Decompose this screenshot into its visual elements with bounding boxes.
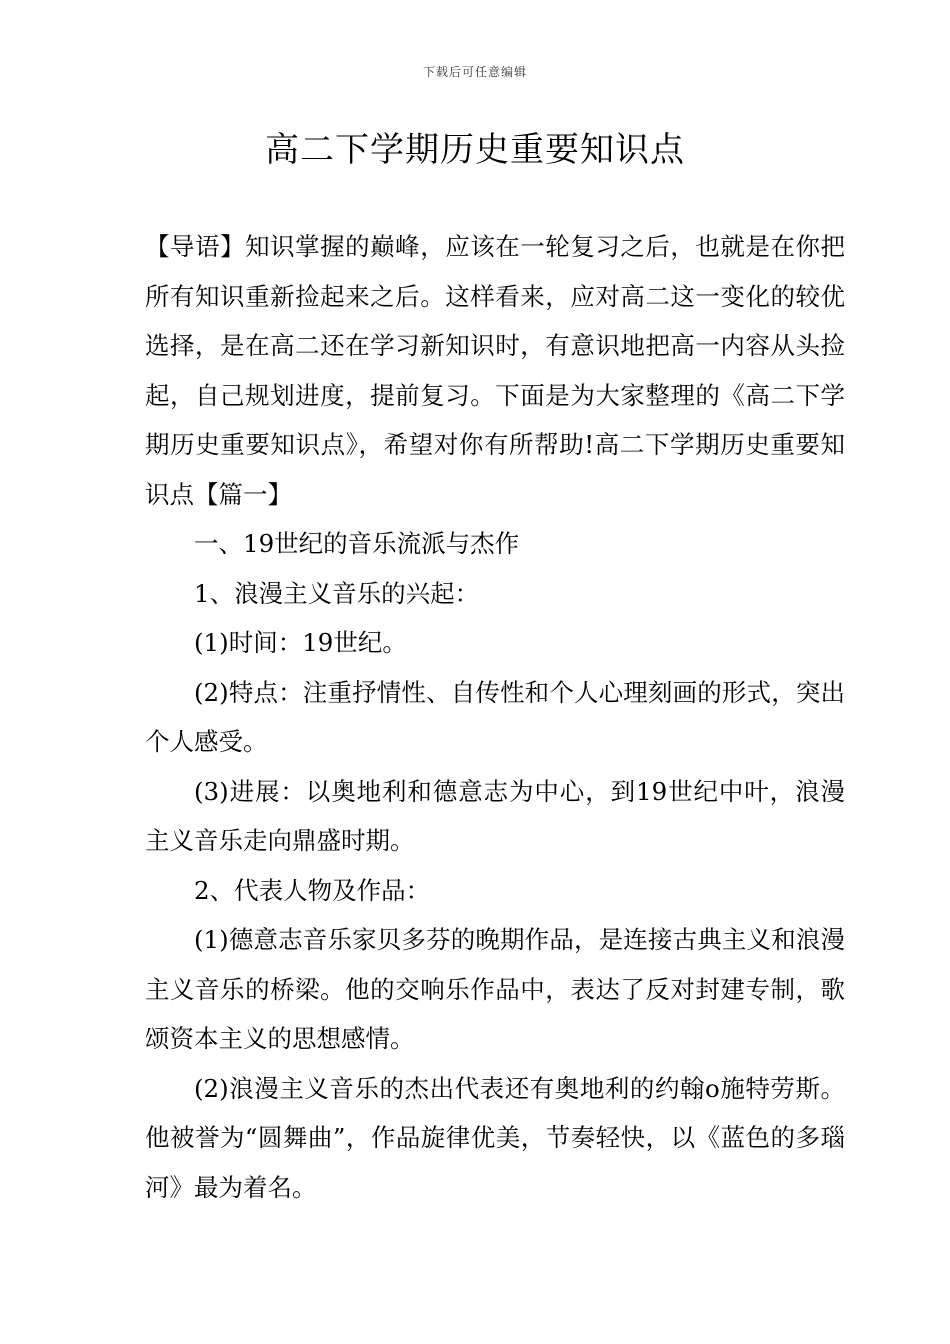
list-item: (3)进展：以奥地利和德意志为中心，到19世纪中叶，浪漫主义音乐走向鼎盛时期。 [145,776,845,855]
intro-paragraph: 【导语】知识掌握的巅峰，应该在一轮复习之后，也就是在你把所有知识重新捡起来之后。这样看来，应对高二这一变化的较优选择，是在高二还在学习新知识时，有意识地把高一内容从头捡起，自己规划进度，提前复习。下面是为大家整理的《高二下学期历史重要知识点》，希望对你有所帮助!高二下学期历史重要知识点【篇一】 [145,232,845,509]
page-header-note: 下载后可任意编辑 [422,65,527,79]
section-heading: 一、19世纪的音乐流派与杰作 [194,529,520,558]
list-item: (1)德意志音乐家贝多芬的晚期作品，是连接古典主义和浪漫主义音乐的桥梁。他的交响乐作品中，表达了反对封建专制，歌颂资本主义的思想感情。 [145,925,845,1053]
document-title: 高二下学期历史重要知识点 [265,130,685,170]
document-body [145,222,845,1212]
list-item: (2)特点：注重抒情性、自传性和个人心理刻画的形式，突出个人感受。 [145,677,845,756]
subsection-heading: 1、浪漫主义音乐的兴起： [194,578,480,608]
list-item: (2)浪漫主义音乐的杰出代表还有奥地利的约翰ο施特劳斯。他被誉为“圆舞曲”，作品旋律优美，节奏轻快，以《蓝色的多瑙河》最为着名。 [145,1073,845,1202]
list-item: (1)时间：19世纪。 [194,628,407,657]
subsection-heading: 2、代表人物及作品： [194,875,431,905]
